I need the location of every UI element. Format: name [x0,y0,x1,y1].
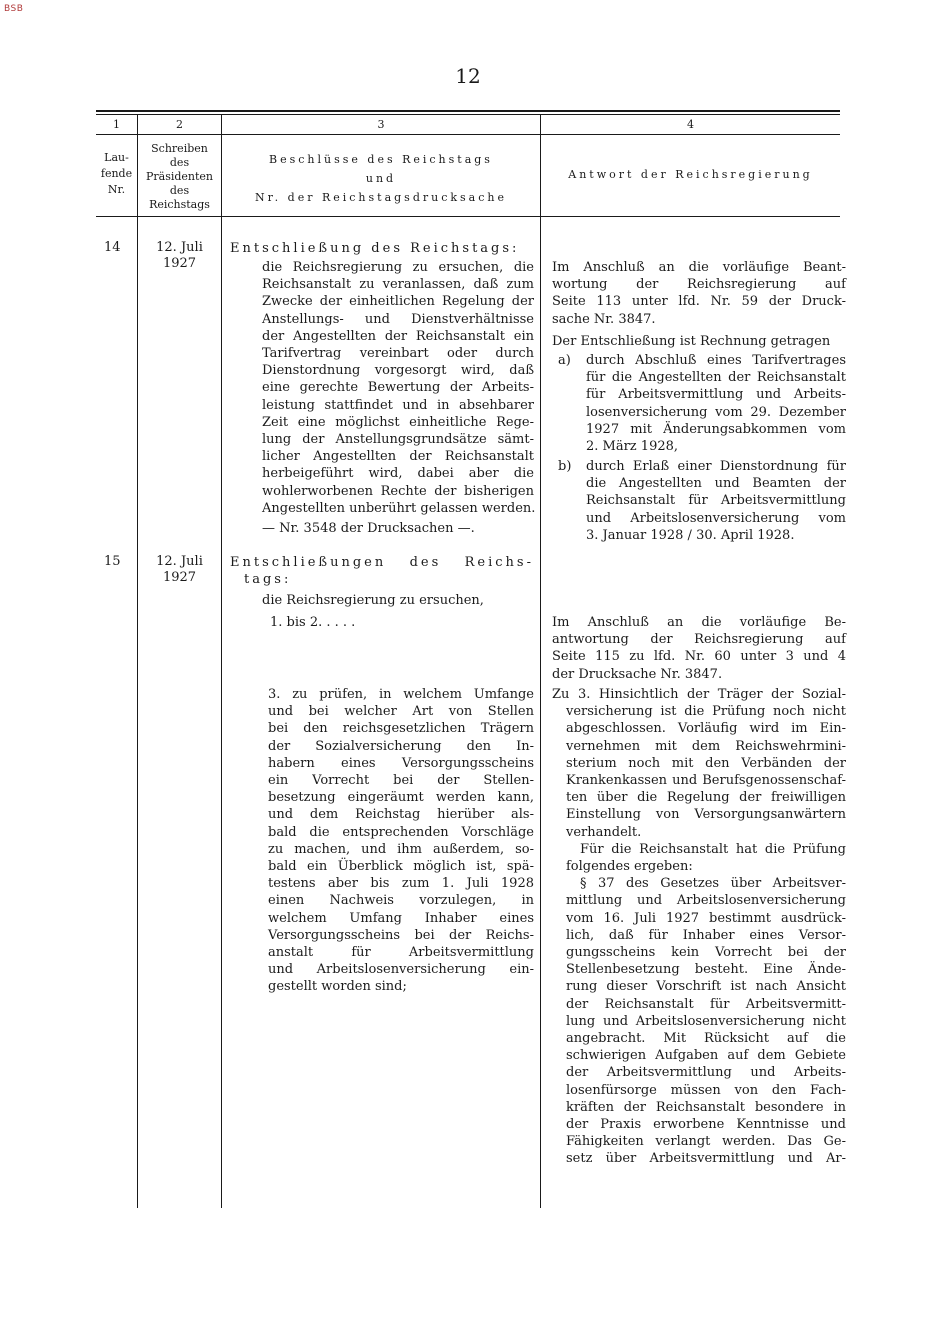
column-number-rule [96,134,840,135]
column-number-3: 3 [377,118,385,131]
column-3-header: Beschlüsse des Reichstags und Nr. der Reichstagsdrucksache [254,153,507,204]
entry-15-resolution-intro: die Reichsregierung zu ersuchen, [262,593,484,608]
column-number-1: 1 [113,118,120,131]
entry-15-date: 12. Juli 1927 [156,554,203,585]
entry-15-answer-3: Zu 3. Hinsichtlich der Träger der Sozial- versicherung ist die Prüfung noch nicht abgeschlossen. Vorläufig wird im Ein- vernehmen mit dem Reichswehrmini- sterium noch mit den Verbänden der Krankenkassen und Berufsgenossenschaf- ten über die Regelung der freiwilligen Einstellung von Versorgungsanwärtern verhandelt. Für die Reichsanstalt hat die Prüfung folgendes ergeben: § 37 des Gesetzes über Arbeitsver- mittlung und Arbeitslosenversicherung vom 16. Juli 1927 bestimmt ausdrück- lich, daß für Inhaber eines Versor- gungsscheins kein Vorrecht bei der Stellenbesetzung besteht. Eine Ände- rung dieser Vorschrift ist nach Ansicht der Reichsanstalt für Arbeitsvermitt- lung und Arbeitslosenversicherung nicht angebracht. Mit Rücksicht auf die schwierigen Aufgaben auf dem Gebiete der Arbeitsvermittlung und Arbeits- losenfürsorge müssen von den Fach- kräften der Reichsanstalt besondere in der Praxis erworbene Kenntnisse und Fähigkeiten verlangt werden. Das Ge- setz über Arbeitsvermittlung und Ar- [552,687,846,1167]
entry-14-resolution-text: die Reichsregierung zu ersuchen, die Reichsanstalt zu veranlassen, daß zum Zwecke der einheitlichen Regelung der Anstellungs- und Dienstverhältnisse der Angestellten der Reichsanstalt ein Tarifvertrag vereinbart oder durch Dienstordnung vorgesorgt wird, daß eine gerechte Bewertung der Arbeits- leistung stattfindet und in absehbarer Zeit eine möglichst einheitliche Rege- lung der Anstellungsgrundsätze sämt- licher Angestellten der Reichsanstalt herbeigeführt wird, dabei aber die wohlerworbenen Rechte der bisherigen Angestellten unberührt gelassen werden. [262,260,536,516]
watermark: BSB [4,4,24,14]
entry-15-item-1-2: 1. bis 2. . . . . [270,615,356,630]
table-top-rule-thin [96,114,840,115]
column-1-header: Lau- fende Nr. [100,151,133,196]
entry-14-answer-a: durch Abschluß eines Tarifvertrages für die Angestellten der Reichsanstalt für Arbeitsvermittlung und Arbeits- losenversicherung vom 29. Dezember 1927 mit Änderungsabkommen vom 2. März 1928, [586,353,846,455]
column-divider-2 [221,114,222,1208]
entry-15-answer-intro: Im Anschluß an die vorläufige Be- antwortung der Reichsregierung auf Seite 115 zu lfd. Nr. 60 unter 3 und 4 der Drucksache Nr. 3847. [552,615,846,682]
entry-15-resolution-title: Entschließungen des Reichs- tags: [230,555,534,588]
entry-14-number: 14 [104,240,121,255]
entry-14-resolution-title: Entschließung des Reichstags: [230,241,520,256]
entry-15-number: 15 [104,554,121,569]
column-number-4: 4 [687,118,694,131]
column-4-header: Antwort der Reichsregierung [568,168,813,181]
entry-14-drucksache: — Nr. 3548 der Drucksachen —. [262,521,475,536]
entry-15-item-3: 3. zu prüfen, in welchem Umfange und bei welcher Art von Stellen bei den reichsgesetzlichen Trägern der Sozialversicherung den In- habern eines Versorgungsscheins ein Vorrecht bei der Stellen- besetzung eingeräumt werden kann, und dem Reichstag hierüber als- bald die entsprechenden Vorschläge zu machen, und ihm außerdem, so- bald ein Überblick möglich ist, spä- testens aber bis zum 1. Juli 1928 einen Nachweis vorzulegen, in welchem Umfang Inhaber eines Versorgungsscheins bei der Reichs- anstalt für Arbeitsvermittlung und Arbeitslosenversicherung ein- gestellt worden sind; [268,687,534,995]
entry-14-date: 12. Juli 1927 [156,240,203,271]
table-top-rule [96,110,840,112]
entry-14-answer-intro: Im Anschluß an die vorläufige Beant- wortung der Reichsregierung auf Seite 113 unter lfd. Nr. 59 der Druck- sache Nr. 3847. [552,260,846,327]
column-2-header: Schreiben des Präsidenten des Reichstags [145,142,214,211]
column-divider-1 [137,114,138,1208]
page-number: 12 [455,64,481,88]
column-divider-3 [540,114,541,1208]
entry-14-answer-main: Der Entschließung ist Rechnung getragen [552,334,831,349]
entry-14-answer-b-label: b) [558,459,572,474]
entry-14-answer-b: durch Erlaß einer Dienstordnung für die Angestellten und Beamten der Reichsanstalt für Arbeitsvermittlung und Arbeitslosenversicherung vom 3. Januar 1928 / 30. April 1928. [586,459,846,543]
header-rule [96,216,840,217]
column-number-2: 2 [176,118,183,131]
entry-14-answer-a-label: a) [558,353,571,368]
